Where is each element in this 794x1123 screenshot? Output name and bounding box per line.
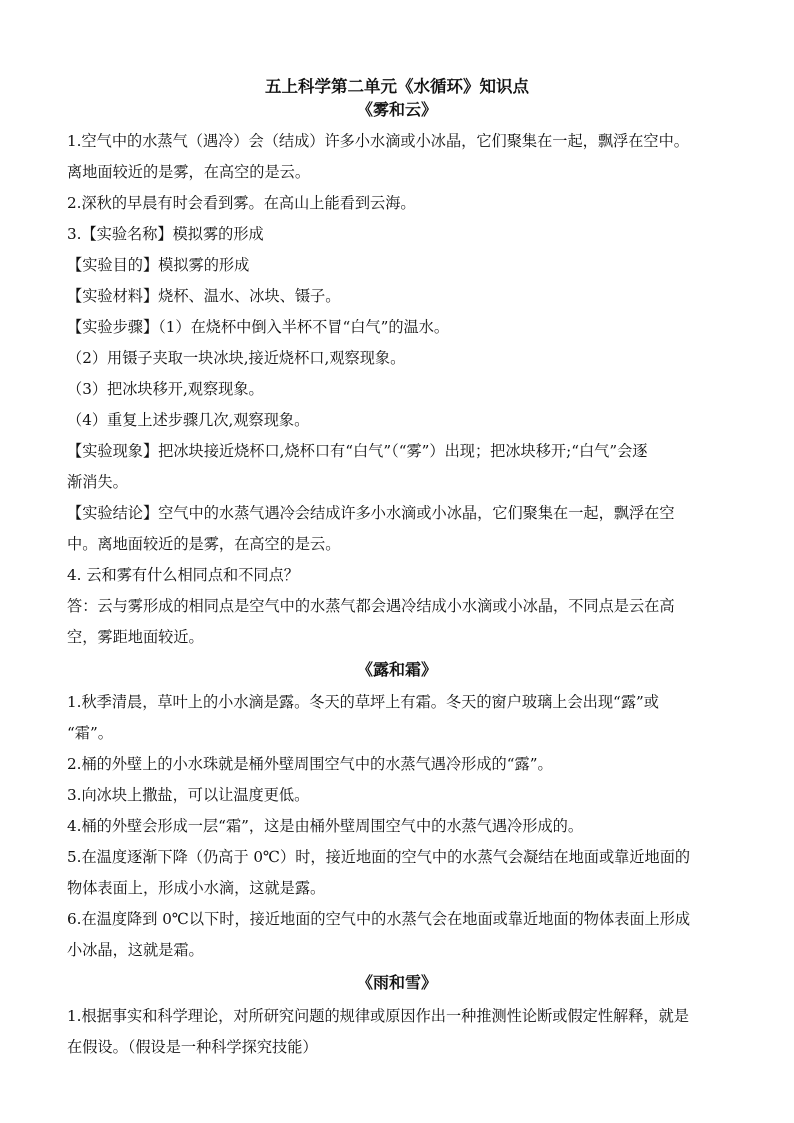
text-line: 6.在温度降到 0℃以下时，接近地面的空气中的水蒸气会在地面或靠近地面的物体表面上形成 [67,910,691,928]
text-line: 渐消失。 [67,473,128,491]
section-heading-fog-and-cloud: 《雾和云》 [356,100,437,119]
text-line: 离地面较近的是雾，在高空的是云。 [67,163,310,181]
text-line: 【实验目的】模拟雾的形成 [67,256,250,274]
text-line: 【实验现象】把冰块接近烧杯口,烧杯口有“白气”（“雾”）出现；把冰块移开;“白气”会逐 [67,442,648,460]
text-line: 中。离地面较近的是雾，在高空的是云。 [67,535,341,553]
text-line: 3.向冰块上撒盐，可以让温度更低。 [67,786,310,804]
text-line: 【实验材料】烧杯、温水、冰块、镊子。 [67,287,341,305]
text-line: （4）重复上述步骤几次,观察现象。 [67,411,310,429]
text-line: “霜”。 [67,724,113,742]
text-line: 小冰晶，这就是霜。 [67,941,204,959]
text-line: 物体表面上，形成小水滴，这就是露。 [67,879,326,897]
text-line: （2）用镊子夹取一块冰块,接近烧杯口,观察现象。 [67,349,406,367]
text-line: 答：云与雾形成的相同点是空气中的水蒸气都会遇冷结成小水滴或小冰晶，不同点是云在高 [67,597,675,615]
text-line: 4. 云和雾有什么相同点和不同点？ [67,566,299,584]
document-content [67,76,727,1063]
page-title: 五上科学第二单元《水循环》知识点 [265,77,529,96]
section-heading-rain-and-snow: 《雨和雪》 [356,973,437,992]
text-line: 【实验结论】空气中的水蒸气遇冷会结成许多小水滴或小冰晶，它们聚集在一起，飘浮在空 [67,504,675,522]
text-line: 5.在温度逐渐下降（仍高于 0℃）时，接近地面的空气中的水蒸气会凝结在地面或靠近地面的 [67,848,691,866]
text-line: 1.空气中的水蒸气（遇冷）会（结成）许多小水滴或小冰晶，它们聚集在一起，飘浮在空中。 [67,132,689,150]
text-line: 4.桶的外壁会形成一层“霜”，这是由桶外壁周围空气中的水蒸气遇冷形成的。 [67,817,584,835]
text-line: 3.【实验名称】模拟雾的形成 [67,225,264,243]
text-line: 在假设。（假设是一种科学探究技能） [67,1038,318,1056]
text-line: 1.秋季清晨，草叶上的小水滴是露。冬天的草坪上有霜。冬天的窗户玻璃上会出现“露”或 [67,693,659,711]
text-line: （3）把冰块移开,观察现象。 [67,380,264,398]
text-line: 2.桶的外壁上的小水珠就是桶外壁周围空气中的水蒸气遇冷形成的“露”。 [67,755,553,773]
section-heading-dew-and-frost: 《露和霜》 [356,660,437,679]
text-line: 空，雾距地面较近。 [67,628,204,646]
text-line: 【实验步骤】（1）在烧杯中倒入半杯不冒“白气”的温水。 [67,318,450,336]
text-line: 2.深秋的早晨有时会看到雾。在高山上能看到云海。 [67,194,416,212]
text-line: 1.根据事实和科学理论，对所研究问题的规律或原因作出一种推测性论断或假定性解释，就是 [67,1007,689,1025]
